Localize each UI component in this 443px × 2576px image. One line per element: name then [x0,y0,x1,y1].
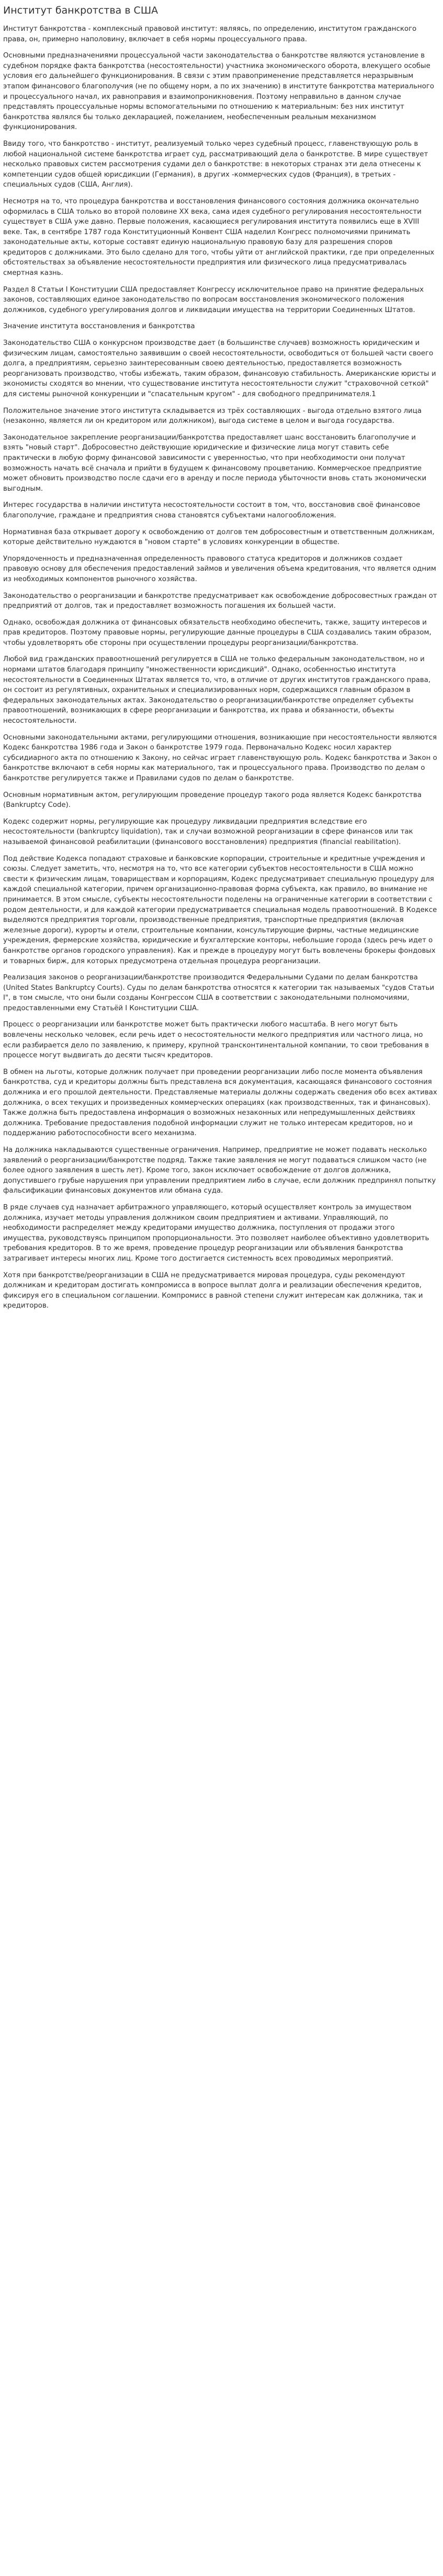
paragraph: Институт банкротства - комплексный правовой институт: являясь, по определению, институтом гражданского права, он, примерно наполовину, включает в себя нормы процессуального права. [3,25,417,43]
paragraph: Основными предназначениями процессуальной части законодательства о банкротстве являются установление в судебном порядке факта банкротства (несостоятельности) участника экономического оборота, влекущего особые условия его дальнейшего функционирования. В связи с этим правоприменение представляется неразрывным этапом финансового благополучия (не по общему норм, а по их значению) в институте банкротства материального и процессуального начал, их равноправия и взаимопроникновения. Поэтому неправильно в данном случае представлять процессуальные нормы вспомогательными по отношению к материальным: без них институт банкротства являлся бы только декларацией, пожеланием, необеспеченным реальным механизмом функционирования. [3,52,434,132]
paragraph: Законодательное закрепление реорганизации/банкротства предоставляет шанс восстановить благополучие и взять "новый старт". Добросовестно действующие юридические и физические лица могут ставить себе практически в любую форму финансовой зависимости с уверенностью, что при необходимости они получат возможность начать всё сначала и прийти в будущем к финансовому процветанию. Коммерческое предприятие может обновить производство после сдачи его в аренду и после периода убыточности вновь стать экономически выгодным. [3,433,427,493]
paragraph: Однако, освобождая должника от финансовых обязательств необходимо обеспечить, также, защиту интересов и прав кредиторов. Поэтому правовые нормы, регулирующие данные процедуры в США создавались таким образом, чтобы удовлетворять обе стороны при осуществлении процедуры реорганизации/банкротства. [3,618,431,647]
paragraph: На должника накладываются существенные ограничения. Например, предприятие не может подавать несколько заявлений о реорганизации/банкротстве подряд. Также такие заявления не могут подаваться слишком часто (не более одного заявления в шесть лет). Кроме того, закон исключает освобождение от долгов должника, допустившего грубые нарушения при управлении предприятием либо в случае, если должник предпринял попытку фальсификации финансовых документов или обмана суда. [3,1146,436,1195]
paragraph: Основным нормативным актом, регулирующим проведение процедур такого рода является Кодекс банкротства (Bankruptcy Code). [3,791,422,810]
section-heading: Значение института восстановления и банкротства [3,322,195,331]
paragraph: Законодательство США о конкурсном производстве дает (в большинстве случаев) возможность юридическим и физическим лицам, самостоятельно заявившим о своей несостоятельности, освободиться от большей части своего долга, а предприятиям, серьезно заинтересованным своею деятельностью, предоставляется возможность реорганизовать производство, чтобы избежать, таким образом, финансовую стабильность. Американские юристы и экономисты сходятся во мнении, что существование института несостоятельности служит "страховочной сеткой" для системы рыночной конкуренции и "спасательным кругом" - для свободного предпринимателя.1 [3,339,436,398]
paragraph: Положительное значение этого института складывается из трёх составляющих - выгода отдельно взятого лица (незаконно, является ли он кредитором или должником), выгода системе в целом и выгода государства. [3,407,422,425]
paragraph: Нормативная база открывает дорогу к освобождению от долгов тем добросовестным и ответственным должникам, которые действительно нуждаются в "новом старте" в условиях конкуренции в обществе. [3,528,435,547]
paragraph: Процесс о реорганизации или банкротстве может быть практически любого масштаба. В него могут быть вовлечены несколько человек, если речь идет о несостоятельности мелкого предприятия или частного лица, но если разбирается дело по заявлению, к примеру, крупной трансконтинентальной компании, то свои требования в процессе могут выдвигать до десяти тысяч кредиторов. [3,1021,429,1060]
paragraph: Хотя при банкротстве/реорганизации в США не предусматривается мировая процедура, суды рекомендуют должникам и кредиторам достигать компромисса в вопросе выплат долга и реализации обеспечения кредитов, фиксируя его в специальном соглашении. Компромисс в равной степени служит интересам как должника, так и кредиторов. [3,1271,423,1310]
paragraph: В ряде случаев суд назначает арбитражного управляющего, который осуществляет контроль за имуществом должника, изучает методы управления должником своим предприятием и активами. Управляющий, по необходимости распределяет между кредиторами имущество должника, поступления от продажи этого имущества, руководствуясь принципом пропорциональности. Это позволяет наиболее объективно удовлетворить требования кредиторов. В то же время, проведение процедур реорганизации или объявления банкротства затрагивает интересы многих лиц. Кроме того достигается системность всех проводимых мероприятий. [3,1203,429,1263]
paragraph: Реализация законов о реорганизации/банкротстве производится Федеральными Судами по делам банкротства (United States Bankruptcy Courts). Суды по делам банкротства относятся к категории так называемых "судов Статьи I", в том смысле, что они были созданы Конгрессом США в соответствии с законодательными полномочиями, предоставленными ему Статьёй I Конституции США. [3,974,435,1012]
paragraph: Кодекс содержит нормы, регулирующие как процедуру ликвидации предприятия вследствие его несостоятельности (bankruptcy liquidation), так и случаи возможной реорганизации в сфере финансов или так называемой финансовой реабилитации (финансового восстановления) предприятия (financial reabilitation). [3,817,413,846]
paragraph: Ввиду того, что банкротство - институт, реализуемый только через судебный процесс, главенствующую роль в любой национальной системе банкротства играет суд, рассматривающий дела о банкротстве. В мире существует несколько правовых систем рассмотрения судами дел о банкротстве: в некоторых странах эти дела отнесены к компетенции судов общей юрисдикции (Германия), в других -коммерческих судов (Франция), в третьих - специальных судов (США, Англия). [3,140,428,189]
paragraph: Упорядоченность и предназначенная определенность правового статуса кредиторов и должников создает правовую основу для обеспечения предоставлений займов и увеличения объема кредитования, что является одним из необходимых компонентов рыночного хозяйства. [3,555,436,583]
paragraph: Раздел 8 Статьи I Конституции США предоставляет Конгрессу исключительное право на принятие федеральных законов, составляющих единое законодательство по вопросам восстановления экономического положения должников, судебного урегулирования долгов и ликвидации имущества на территории Соединенных Штатов. [3,285,424,314]
article-body [3,24,438,1311]
paragraph: В обмен на льготы, которые должник получает при проведении реорганизации либо после момента объявления банкротства, суд и кредиторы должны быть представлена вся документация, касающаяся финансового состояния должника и его прошлой деятельности. Представляемые материалы должны содержать сведения обо всех активах должника, о всех текущих и произведенных коммерческих операциях (как производственных, так и финансовых). Также должна быть предоставлена информация о возможных незаконных или непредумышленных действиях должника. Требование предоставления подобной информации служит не только интересам кредиторов, но и поддержанию работоспособности всего механизма. [3,1068,437,1138]
paragraph: Интерес государства в наличии института несостоятельности состоит в том, что, восстановив своё финансовое благополучие, граждане и предприятия снова становятся субъектами налогообложения. [3,501,421,519]
paragraph: Любой вид гражданских правоотношений регулируется в США не только федеральным законодательством, но и нормами штатов благодаря принципу "множественности юрисдикций". Однако, особенностью института несостоятельности в Соединенных Штатах является то, что, в отличие от других институтов гражданского права, он состоит из регулятивных, охранительных и специализированных норм, содержащихся главным образом в федеральных законодательных актах. Законодательство о реорганизации/банкротстве определяет субъекты правоотношений, возникающих в сфере реорганизации и банкротства, их права и обязанности, объекты несостоятельности. [3,655,431,725]
paragraph: Несмотря на то, что процедура банкротства и восстановления финансового состояния должника окончательно оформилась в США только во второй половине XX века, сама идея судебного регулирования несостоятельности существует в США уже давно. Первые положения, касающиеся регулирования института появились еще в XVIII веке. Так, в сентябре 1787 года Конституционный Конвент США наделил Конгресс полномочиями принимать законодательные акты, которые составят единую национальную правовую базу для разрешения споров кредиторов с должниками. Это было сделано для того, чтобы уйти от английской практики, где при определенных обстоятельствах за объявление несостоятельности предприятия или физического лица предусматривалась смертная казнь. [3,197,435,278]
paragraph: Основными законодательными актами, регулирующими отношения, возникающие при несостоятельности являются Кодекс банкротства 1986 года и Закон о банкротстве 1979 года. Первоначально Кодекс носил характер субсидиарного акта по отношению к Закону, но сейчас играет главенствующую роль. Кодекс банкротства и Закон о банкротстве включают в себя нормы как материального, так и процессуального права. Производство по делам о банкротстве регулируется также и Правилами судов по делам о банкротстве. [3,733,437,782]
paragraph: Законодательство о реорганизации и банкротстве предусматривает как освобождение добросовестных граждан от предприятий от долгов, так и предоставляет возможность погашения их большей части. [3,592,437,610]
paragraph: Под действие Кодекса попадают страховые и банковские корпорации, строительные и кредитные учреждения и союзы. Следует заметить, что, несмотря на то, что все категории субъектов несостоятельности в США можно свести к физическим лицам, товариществам и корпорациям, Кодекс предусматривает специальную процедуру для каждой специальной категории, причем организационно-правовая форма субъекта, как правило, во внимание не принимается. В этом смысле, субъекты несостоятельности поделены на ограниченные категории в соответствии с родом деятельности, и для каждой категории предусматривается специальная модель правоотношений. В Кодексе выделяются предприятия торговли, производственные предприятия, транспортные предприятия (включая железные дороги), курорты и отели, строительные компании, консультирующие фирмы, частные медицинские учреждения, фермерские хозяйства, юридические и бухгалтерские конторы, небольшие города (здесь речь идет о банкротстве органов городского управления). Как и прежде в процедуру могут быть вовлечены брокеры фондовых и товарных бирж, для которых предусмотрена отдельная процедура реорганизации. [3,854,437,965]
article-title: Институт банкротства в США [3,5,158,16]
